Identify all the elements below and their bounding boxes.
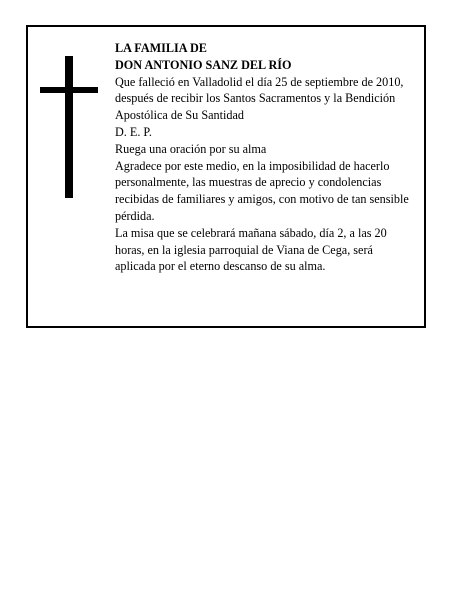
death-paragraph: Que falleció en Valladolid el día 25 de septiembre de 2010, después de recibir los Santos Sacramentos y la Bendición Apostólica de Su Santidad: [115, 74, 404, 123]
family-heading: LA FAMILIA DE: [115, 41, 207, 55]
rip-line: D. E. P.: [115, 124, 152, 139]
prayer-request: Ruega una oración por su alma: [115, 141, 267, 156]
obituary-notice: [26, 25, 426, 328]
notice-text: [115, 40, 415, 275]
cross-icon: [40, 56, 98, 198]
cross-horizontal-bar: [40, 87, 98, 93]
thanks-paragraph: Agradece por este medio, en la imposibilidad de hacerlo personalmente, las muestras de aprecio y condolencias recibidas de familiares y amigos, con motivo de tan sensible pérdida.: [115, 158, 409, 223]
mass-paragraph: La misa que se celebrará mañana sábado, día 2, a las 20 horas, en la iglesia parroquial de Viana de Cega, será aplicada por el eterno descanso de su alma.: [115, 225, 387, 274]
cross-vertical-bar: [65, 56, 73, 198]
deceased-name: DON ANTONIO SANZ DEL RÍO: [115, 57, 292, 72]
